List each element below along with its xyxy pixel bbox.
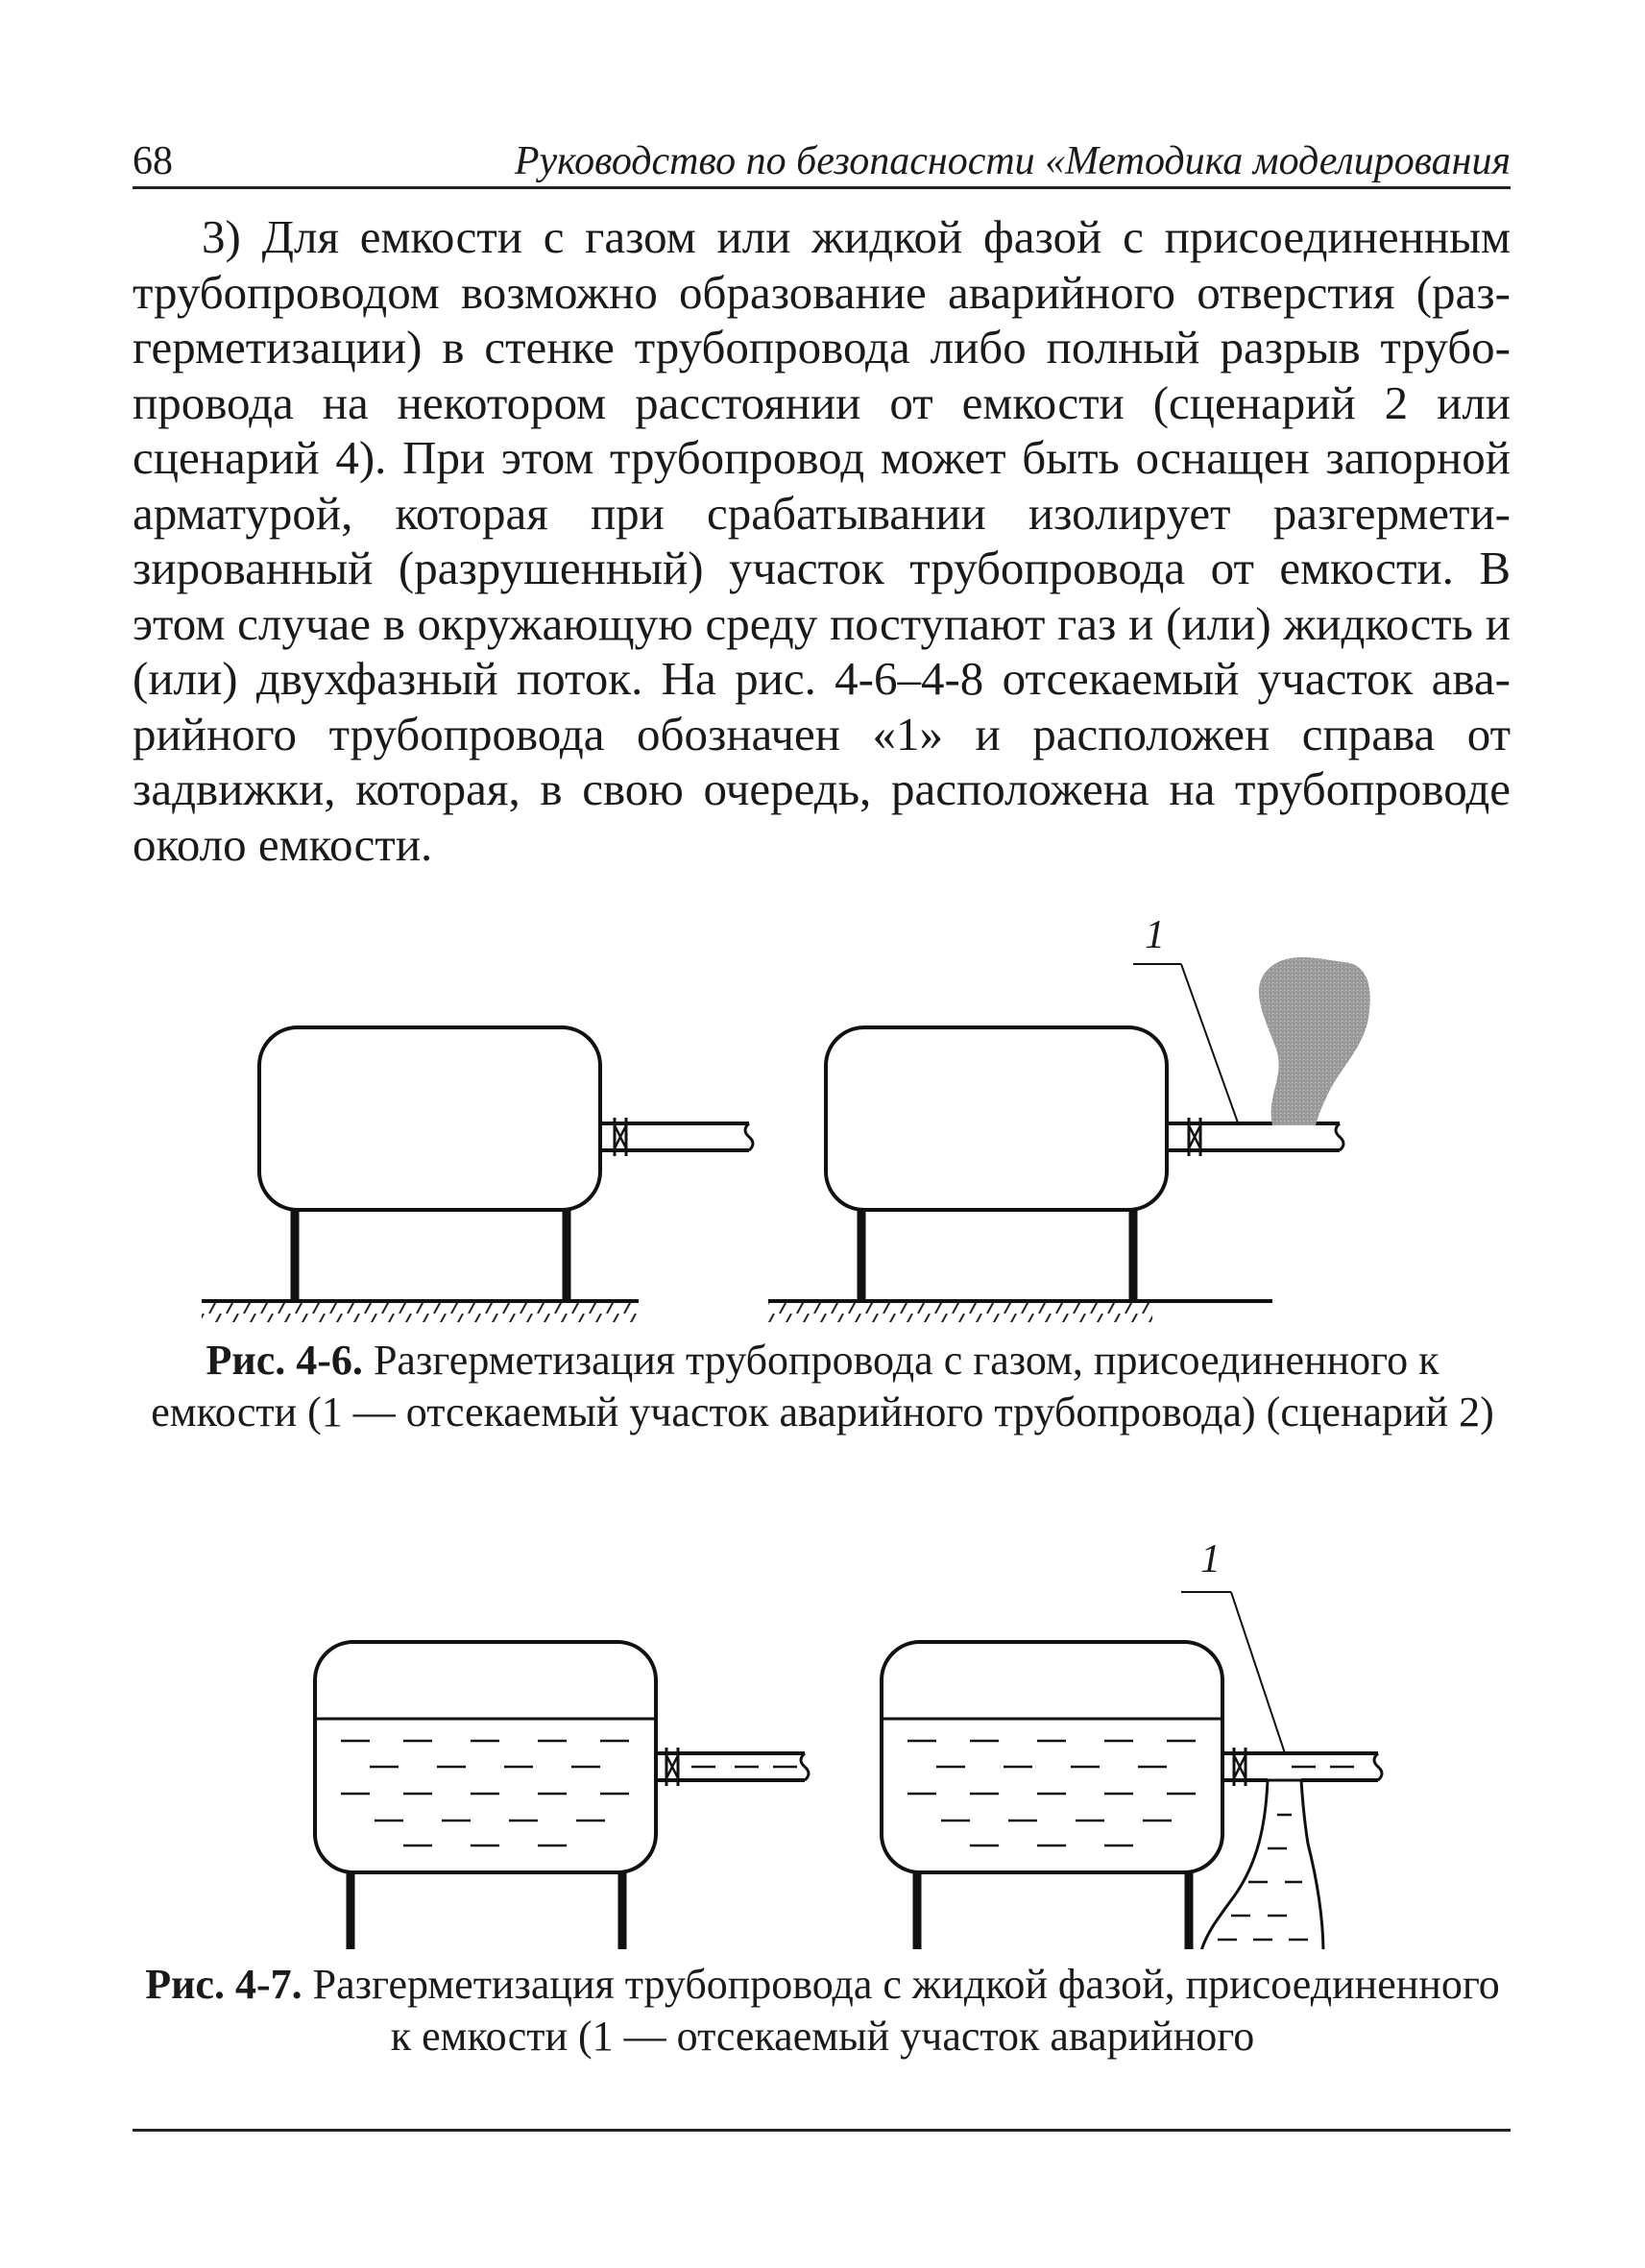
right-tank-liquid-leak bbox=[824, 1592, 1382, 1949]
right-tank-gas-leak bbox=[768, 957, 1370, 1322]
callout-label: 1 bbox=[1145, 913, 1165, 957]
page-header bbox=[133, 133, 1511, 184]
left-tank-gas bbox=[202, 1027, 753, 1322]
running-title: Руководство по безопасности «Методика моделирования bbox=[514, 139, 1511, 183]
page-number: 68 bbox=[133, 139, 173, 183]
body-paragraph: 3) Для емкости с газом или жидкой фазой с присоединенным трубопроводом возможно образование аварийного отверстия (разгерметизации) в стенке трубопровода либо полный разрыв трубопровода на некотором расстоянии от емкости (сценарий 2 или сценарий 4). При этом трубопровод может быть оснащен запорной арматурой, которая при срабатывании изолирует разгерметизированный (разрушенный) участок трубопровода от емкости. В этом случае в окружающую среду поступают газ и (или) жидкость и (или) двухфазный поток. На рис. 4-6–4-8 отсекаемый участок аварийного трубопровода обозначен «1» и расположен справа от задвижки, которая, в свою очередь, расположена на трубопроводе около емкости. bbox=[133, 210, 1511, 871]
gas-cloud bbox=[1259, 957, 1370, 1125]
caption-label: Рис. 4-6. bbox=[206, 1337, 363, 1384]
figure-4-6-caption bbox=[144, 1335, 1501, 1438]
left-tank-liquid bbox=[257, 1642, 809, 1949]
footer-rule bbox=[133, 2129, 1511, 2132]
callout-label: 1 bbox=[1200, 1537, 1221, 1581]
figure-4-7-caption bbox=[144, 1959, 1501, 2063]
figure-4-6-diagram bbox=[0, 912, 1645, 1325]
caption-text: Разгерметизация трубопровода с жидкой фазой, присоединенного к емкости (1 — отсекаемый участок аварийного bbox=[302, 1961, 1500, 2060]
figure-4-7 bbox=[0, 1536, 1645, 2074]
figure-4-6 bbox=[0, 912, 1645, 1488]
caption-label: Рис. 4-7. bbox=[145, 1961, 302, 2008]
caption-text: Разгерметизация трубопровода с газом, присоединенного к емкости (1 — отсекаемый участок аварийного трубопровода) (сценарий 2) bbox=[151, 1337, 1494, 1436]
figure-4-7-diagram bbox=[0, 1536, 1645, 1949]
header-rule bbox=[133, 186, 1511, 189]
liquid-leak-stream bbox=[1200, 1780, 1323, 1949]
